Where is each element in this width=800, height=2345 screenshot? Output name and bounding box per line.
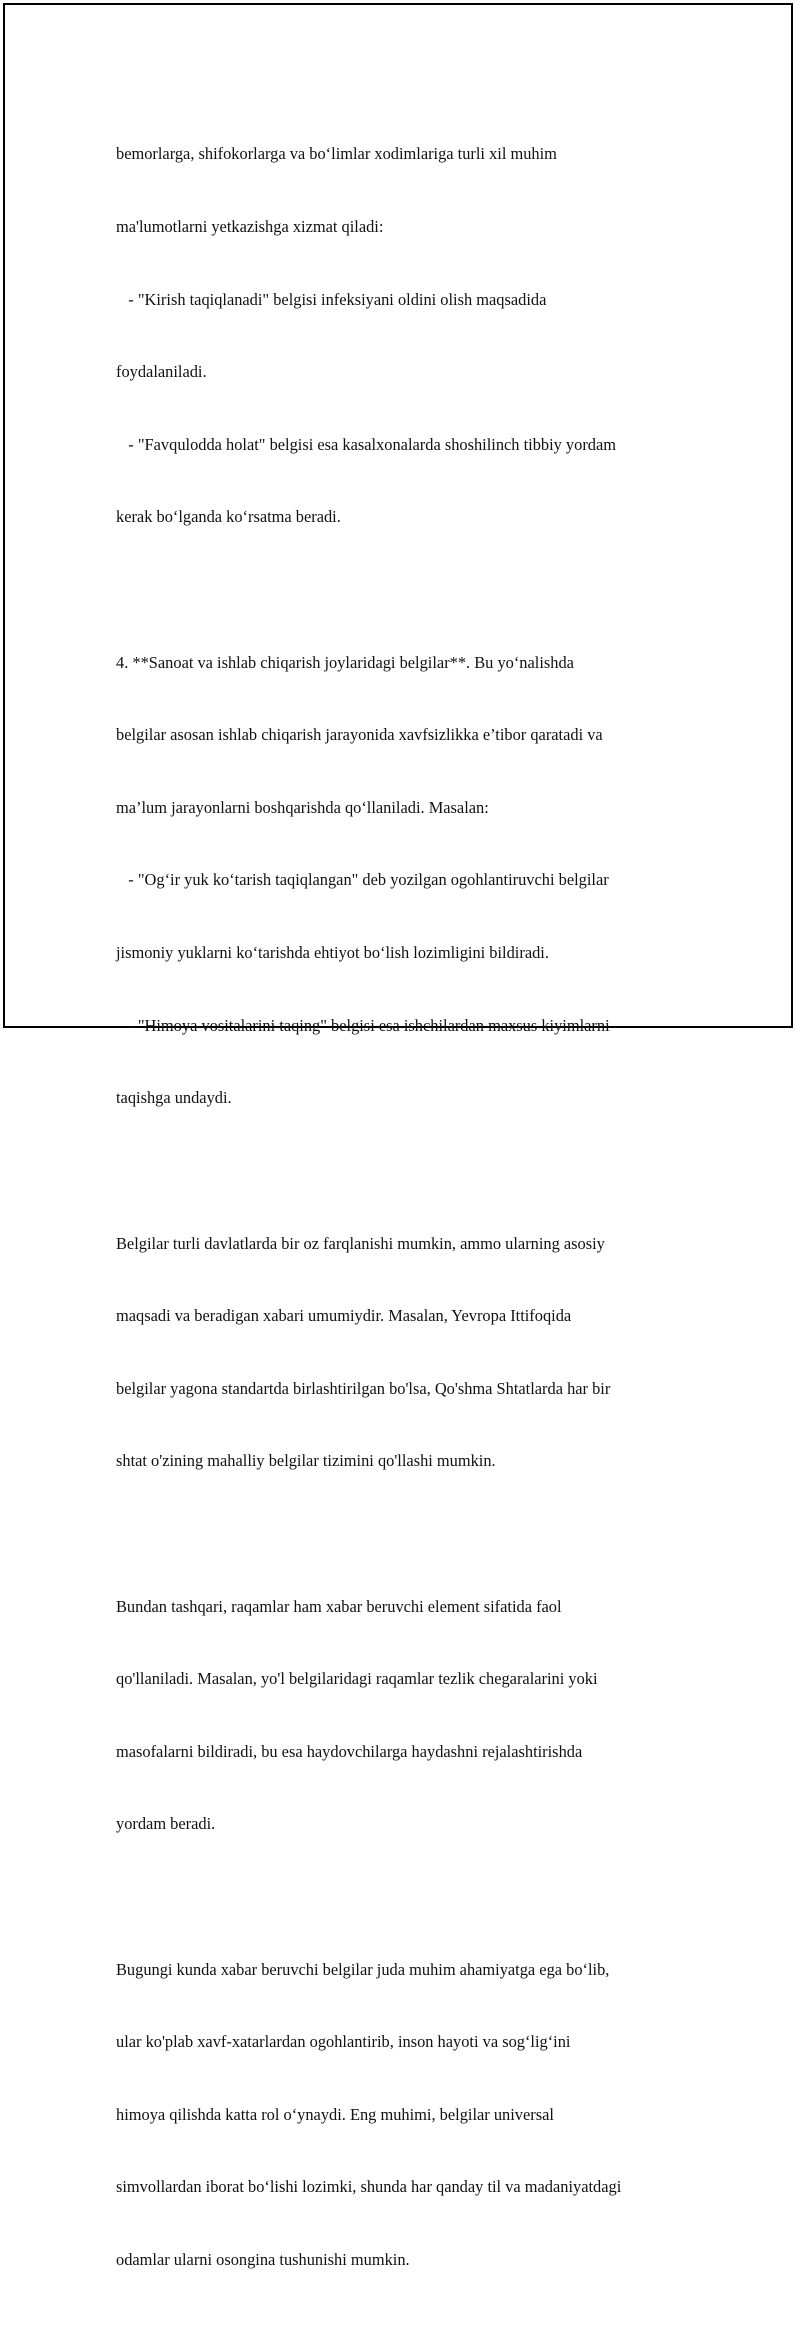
text-line: foydalaniladi. — [116, 362, 207, 382]
text-line: - "Favqulodda holat" belgisi esa kasalxonalarda shoshilinch tibbiy yordam — [116, 434, 616, 454]
text-line: belgilar asosan ishlab chiqarish jarayonida xavfsizlikka e’tibor qaratadi va — [116, 725, 603, 745]
paragraph-hospital-signs — [116, 94, 716, 578]
text-line: kerak bo‘lganda ko‘rsatma beradi. — [116, 507, 341, 527]
text-line: ma’lum jarayonlarni boshqarishda qo‘llaniladi. Masalan: — [116, 797, 489, 817]
paragraph-industrial-signs — [116, 602, 716, 1159]
text-line: simvollardan iborat bo‘lishi lozimki, shunda har qanday til va madaniyatdagi — [116, 2177, 622, 2197]
text-line: jismoniy yuklarni ko‘tarishda ehtiyot bo‘lish lozimligini bildiradi. — [116, 943, 549, 963]
paragraph-country-differences — [116, 1183, 716, 1522]
text-line: 4. **Sanoat va ishlab chiqarish joylaridagi belgilar**. Bu yo‘nalishda — [116, 652, 574, 672]
text-line: - "Og‘ir yuk ko‘tarish taqiqlangan" deb yozilgan ogohlantiruvchi belgilar — [116, 870, 609, 890]
text-line: qo'llaniladi. Masalan, yo'l belgilaridagi raqamlar tezlik chegaralarini yoki — [116, 1669, 598, 1689]
text-line: yordam beradi. — [116, 1814, 216, 1834]
text-line: belgilar yagona standartda birlashtirilgan bo'lsa, Qo'shma Shtatlarda har bir — [116, 1378, 611, 1398]
text-line: maqsadi va beradigan xabari umumiydir. Masalan, Yevropa Ittifoqida — [116, 1306, 572, 1326]
text-line: ma'lumotlarni yetkazishga xizmat qiladi: — [116, 217, 384, 237]
text-line: taqishga undaydi. — [116, 1088, 232, 1108]
text-line: Belgilar turli davlatlarda bir oz farqlanishi mumkin, ammo ularning asosiy — [116, 1233, 605, 1253]
text-line: odamlar ularni osongina tushunishi mumkin. — [116, 2250, 410, 2270]
text-line: ular ko'plab xavf-xatarlardan ogohlantirib, inson hayoti va sog‘lig‘ini — [116, 2032, 571, 2052]
text-line: Bugungi kunda xabar beruvchi belgilar juda muhim ahamiyatga ega bo‘lib, — [116, 1959, 610, 1979]
text-line: masofalarni bildiradi, bu esa haydovchilarga haydashni rejalashtirishda — [116, 1741, 583, 1761]
text-line: - "Himoya vositalarini taqing" belgisi esa ishchilardan maxsus kiyimlarni — [116, 1015, 610, 1035]
text-line: bemorlarga, shifokorlarga va bo‘limlar xodimlariga turli xil muhim — [116, 144, 557, 164]
text-line: shtat o'zining mahalliy belgilar tizimini qo'llashi mumkin. — [116, 1451, 496, 1471]
text-line: Bundan tashqari, raqamlar ham xabar beruvchi element sifatida faol — [116, 1596, 562, 1616]
paragraph-numbers — [116, 1546, 716, 1885]
text-line: - "Kirish taqiqlanadi" belgisi infeksiyani oldini olish maqsadida — [116, 289, 547, 309]
text-line: himoya qilishda katta rol o‘ynaydi. Eng muhimi, belgilar universal — [116, 2104, 554, 2124]
document-body — [116, 94, 716, 2345]
paragraph-conclusion — [116, 1909, 716, 2320]
